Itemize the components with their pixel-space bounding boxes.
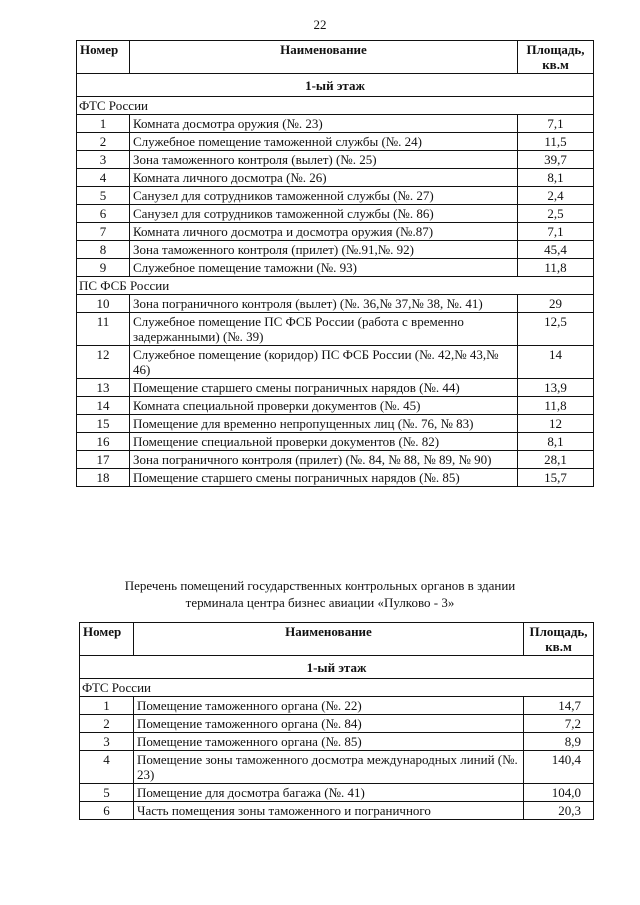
room-name: Зона таможенного контроля (вылет) (№. 25) — [130, 151, 518, 169]
table-row — [77, 346, 594, 379]
room-name: Комната специальной проверки документов (№. 45) — [130, 397, 518, 415]
room-area: 7,1 — [518, 115, 594, 133]
room-area: 7,1 — [518, 223, 594, 241]
room-area: 13,9 — [518, 379, 594, 397]
room-area: 11,5 — [518, 133, 594, 151]
room-name: Помещение старшего смены пограничных нарядов (№. 44) — [130, 379, 518, 397]
room-name: Зона таможенного контроля (прилет) (№.91,№. 92) — [130, 241, 518, 259]
floor-label: 1-ый этаж — [77, 74, 594, 97]
room-area: 15,7 — [518, 469, 594, 487]
table-row — [77, 469, 594, 487]
table-row — [77, 151, 594, 169]
header-number: Номер — [80, 623, 134, 656]
table-caption — [0, 577, 640, 611]
room-name: Санузел для сотрудников таможенной службы (№. 86) — [130, 205, 518, 223]
table-row — [80, 751, 594, 784]
room-name: Помещение старшего смены пограничных нарядов (№. 85) — [130, 469, 518, 487]
room-name: Помещение для досмотра багажа (№. 41) — [134, 784, 524, 802]
header-name: Наименование — [130, 41, 518, 74]
table-header-row — [77, 41, 594, 74]
table-row — [80, 802, 594, 820]
room-area: 12 — [518, 415, 594, 433]
table-row — [80, 733, 594, 751]
table-row — [80, 697, 594, 715]
table-row — [77, 241, 594, 259]
table-row — [77, 223, 594, 241]
room-area: 11,8 — [518, 397, 594, 415]
floor-label: 1-ый этаж — [80, 656, 594, 679]
room-area: 11,8 — [518, 259, 594, 277]
section-title: ФТС России — [80, 679, 594, 697]
room-name: Служебное помещение (коридор) ПС ФСБ России (№. 42,№ 43,№ 46) — [130, 346, 518, 379]
room-area: 14 — [518, 346, 594, 379]
row-number: 13 — [77, 379, 130, 397]
row-number: 8 — [77, 241, 130, 259]
room-area: 45,4 — [518, 241, 594, 259]
caption-line-1: Перечень помещений государственных контрольных органов в здании — [124, 578, 516, 593]
row-number: 2 — [80, 715, 134, 733]
room-area: 2,4 — [518, 187, 594, 205]
section-row — [77, 277, 594, 295]
table-row — [77, 295, 594, 313]
room-name: Помещение таможенного органа (№. 85) — [134, 733, 524, 751]
rooms-table-terminal — [76, 40, 594, 487]
room-area: 104,0 — [524, 784, 594, 802]
row-number: 4 — [77, 169, 130, 187]
row-number: 6 — [80, 802, 134, 820]
section-title: ПС ФСБ России — [77, 277, 594, 295]
header-name: Наименование — [134, 623, 524, 656]
room-area: 8,9 — [524, 733, 594, 751]
room-area: 29 — [518, 295, 594, 313]
row-number: 5 — [80, 784, 134, 802]
room-area: 14,7 — [524, 697, 594, 715]
room-name: Помещение таможенного органа (№. 84) — [134, 715, 524, 733]
row-number: 3 — [77, 151, 130, 169]
room-name: Зона пограничного контроля (прилет) (№. 84, № 88, № 89, № 90) — [130, 451, 518, 469]
row-number: 11 — [77, 313, 130, 346]
room-name: Комната личного досмотра и досмотра оружия (№.87) — [130, 223, 518, 241]
table-row — [77, 415, 594, 433]
table-row — [77, 205, 594, 223]
row-number: 1 — [77, 115, 130, 133]
table-row — [77, 259, 594, 277]
room-name: Комната личного досмотра (№. 26) — [130, 169, 518, 187]
row-number: 1 — [80, 697, 134, 715]
row-number: 5 — [77, 187, 130, 205]
page-number: 22 — [313, 17, 327, 32]
row-number: 16 — [77, 433, 130, 451]
room-area: 7,2 — [524, 715, 594, 733]
table-row — [77, 133, 594, 151]
room-area: 20,3 — [524, 802, 594, 820]
room-name: Служебное помещение таможенной службы (№. 24) — [130, 133, 518, 151]
room-name: Часть помещения зоны таможенного и пограничного — [134, 802, 524, 820]
section-title: ФТС России — [77, 97, 594, 115]
row-number: 17 — [77, 451, 130, 469]
row-number: 7 — [77, 223, 130, 241]
table-row — [80, 715, 594, 733]
row-number: 18 — [77, 469, 130, 487]
floor-row — [80, 656, 594, 679]
room-name: Зона пограничного контроля (вылет) (№. 36,№ 37,№ 38, №. 41) — [130, 295, 518, 313]
room-name: Помещение для временно непропущенных лиц (№. 76, № 83) — [130, 415, 518, 433]
row-number: 3 — [80, 733, 134, 751]
floor-row — [77, 74, 594, 97]
caption-line-2: терминала центра бизнес авиации «Пулково - 3» — [185, 595, 455, 610]
room-name: Помещение зоны таможенного досмотра международных линий (№. 23) — [134, 751, 524, 784]
room-name: Комната досмотра оружия (№. 23) — [130, 115, 518, 133]
room-name: Помещение таможенного органа (№. 22) — [134, 697, 524, 715]
row-number: 10 — [77, 295, 130, 313]
row-number: 6 — [77, 205, 130, 223]
rooms-table-business-aviation — [79, 622, 594, 820]
room-area: 28,1 — [518, 451, 594, 469]
row-number: 4 — [80, 751, 134, 784]
table-row — [77, 379, 594, 397]
header-area: Площадь, кв.м — [524, 623, 594, 656]
table-row — [77, 397, 594, 415]
header-area: Площадь, кв.м — [518, 41, 594, 74]
room-name: Санузел для сотрудников таможенной службы (№. 27) — [130, 187, 518, 205]
table-row — [77, 433, 594, 451]
row-number: 2 — [77, 133, 130, 151]
room-area: 2,5 — [518, 205, 594, 223]
room-name: Помещение специальной проверки документов (№. 82) — [130, 433, 518, 451]
row-number: 9 — [77, 259, 130, 277]
table-row — [77, 313, 594, 346]
section-row — [80, 679, 594, 697]
room-area: 140,4 — [524, 751, 594, 784]
room-area: 39,7 — [518, 151, 594, 169]
table-row — [77, 115, 594, 133]
table-row — [77, 169, 594, 187]
row-number: 14 — [77, 397, 130, 415]
room-area: 8,1 — [518, 169, 594, 187]
room-name: Служебное помещение таможни (№. 93) — [130, 259, 518, 277]
table-row — [77, 187, 594, 205]
room-area: 8,1 — [518, 433, 594, 451]
row-number: 12 — [77, 346, 130, 379]
row-number: 15 — [77, 415, 130, 433]
header-number: Номер — [77, 41, 130, 74]
section-row — [77, 97, 594, 115]
room-name: Служебное помещение ПС ФСБ России (работа с временно задержанными) (№. 39) — [130, 313, 518, 346]
table-row — [77, 451, 594, 469]
table-header-row — [80, 623, 594, 656]
room-area: 12,5 — [518, 313, 594, 346]
table-row — [80, 784, 594, 802]
